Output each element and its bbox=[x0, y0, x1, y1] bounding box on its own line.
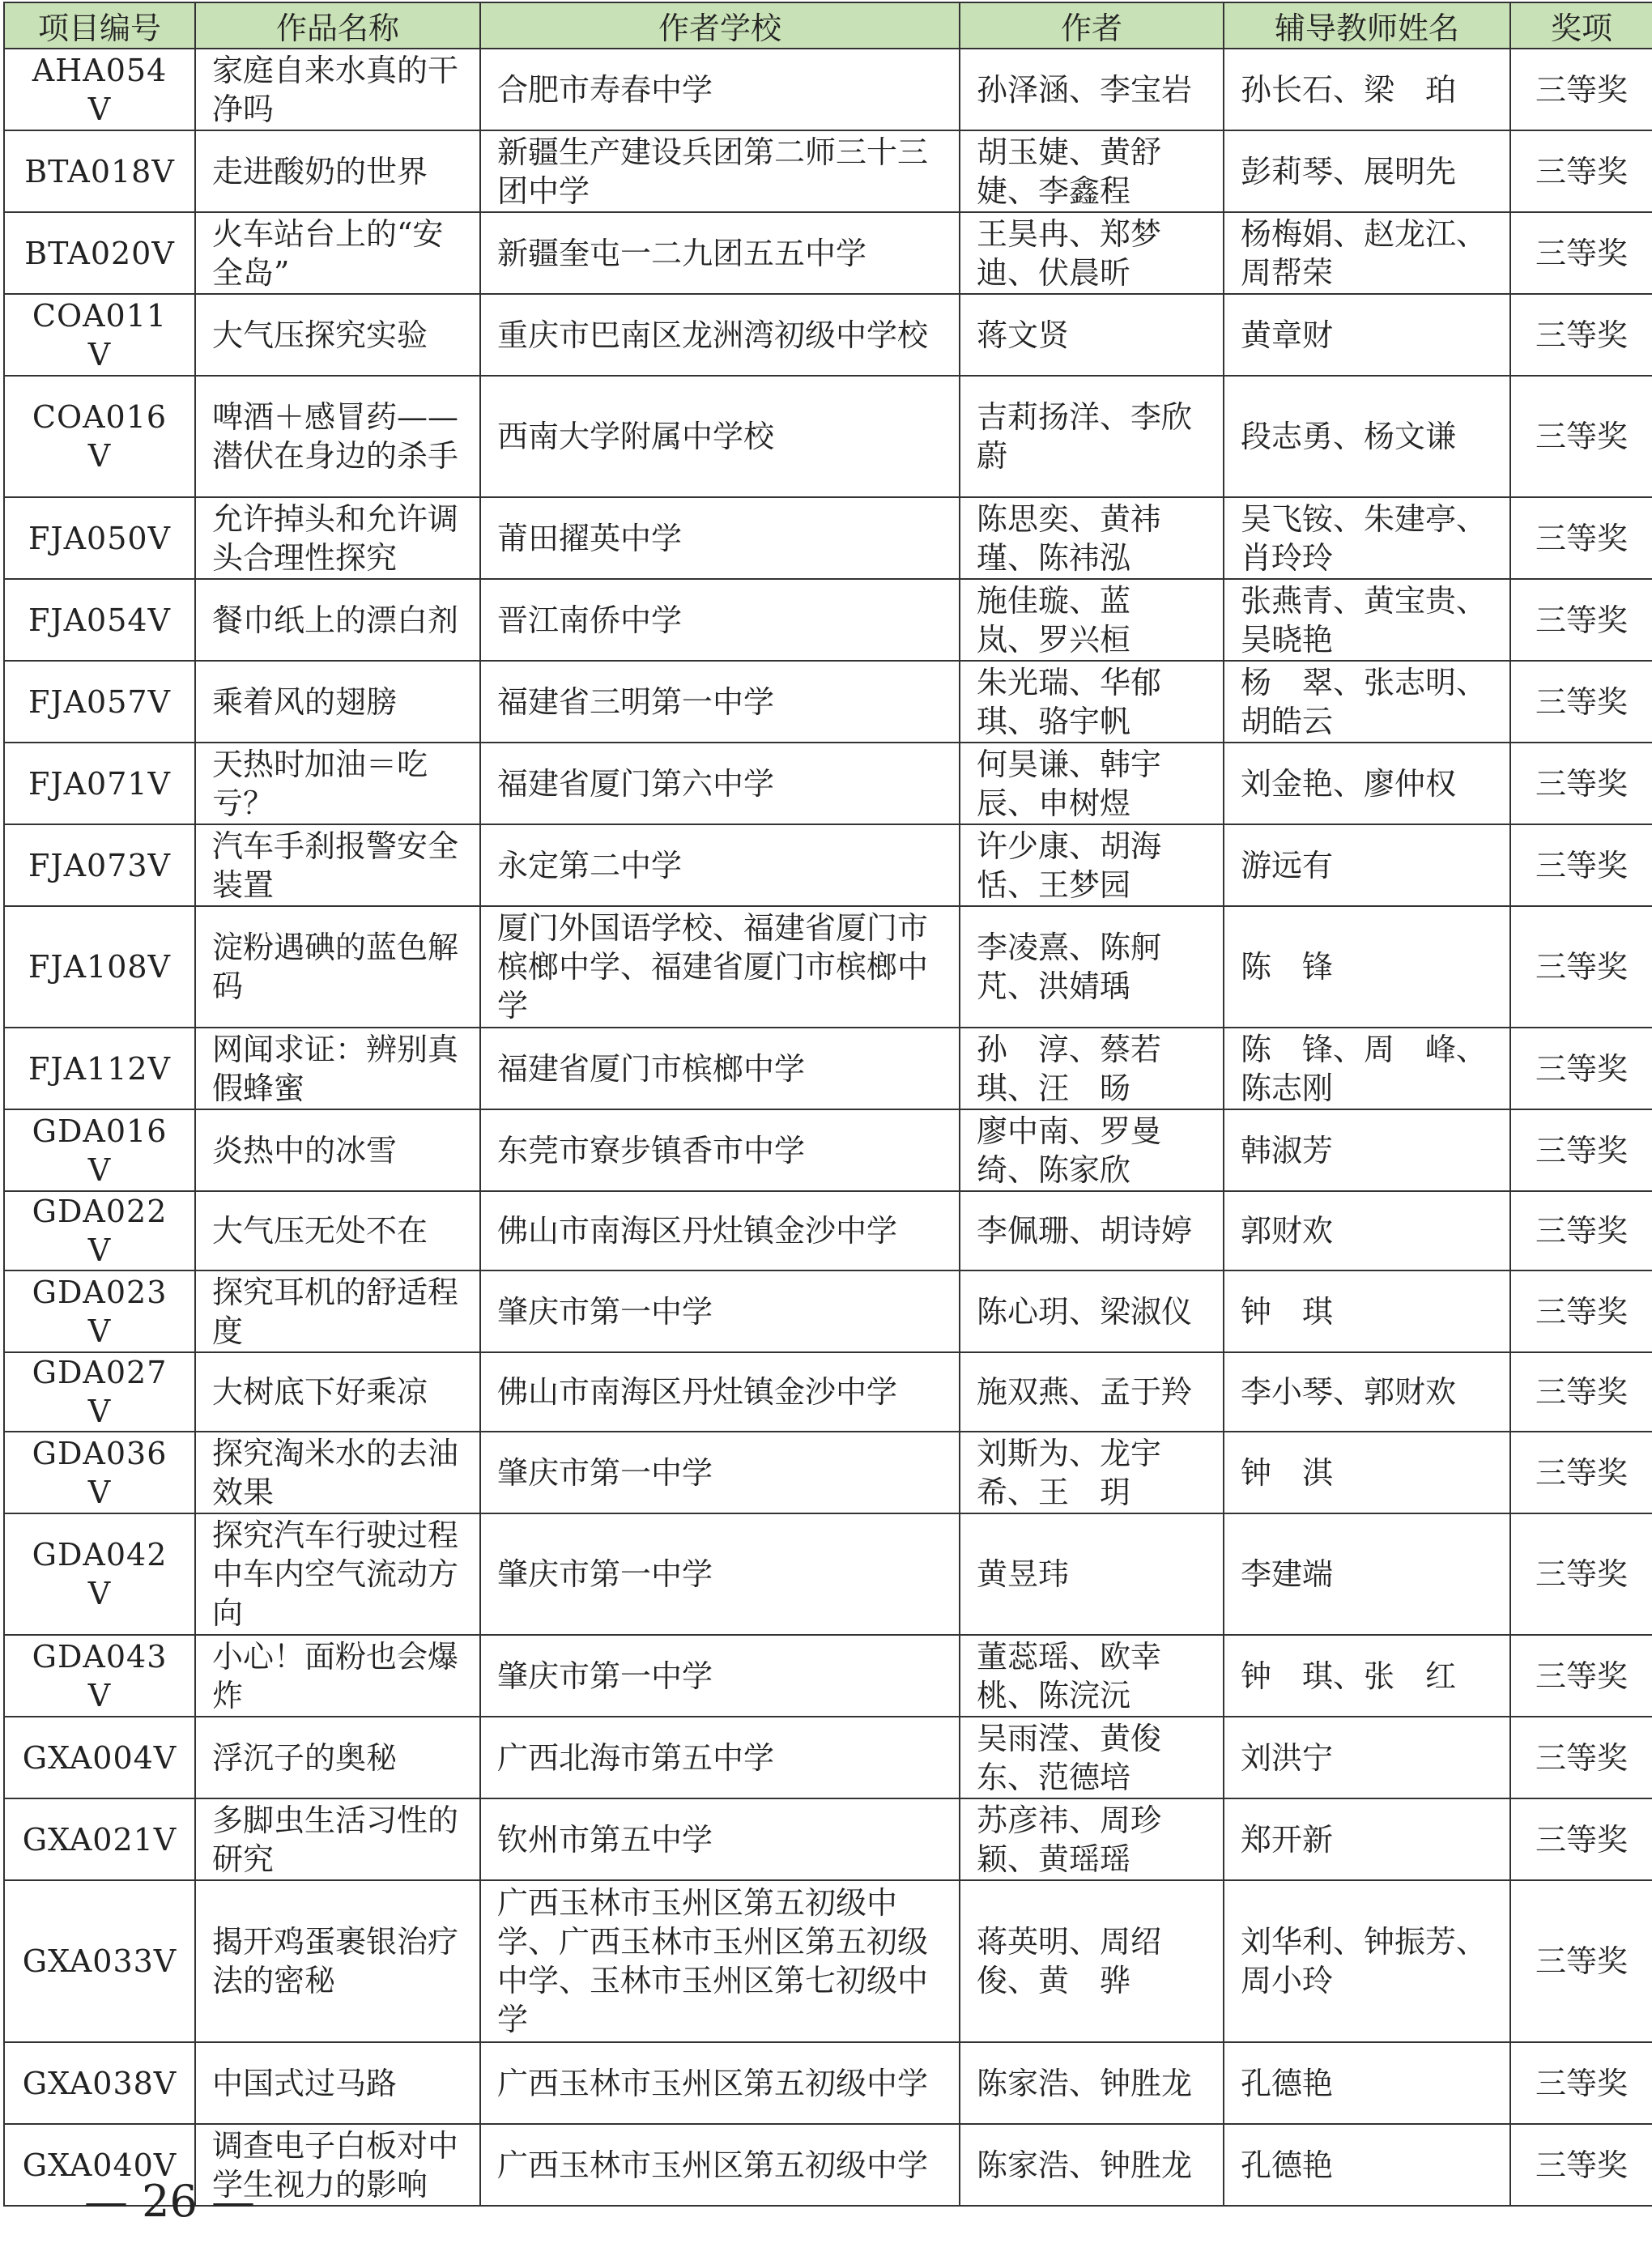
header-teachers: 辅导教师姓名 bbox=[1224, 2, 1510, 49]
cell-teachers: 彭莉琴、展明先 bbox=[1224, 130, 1510, 212]
cell-title: 淀粉遇碘的蓝色解码 bbox=[195, 906, 480, 1028]
cell-code: GDA023V bbox=[4, 1270, 195, 1352]
cell-school: 西南大学附属中学校 bbox=[480, 376, 960, 497]
cell-authors: 刘斯为、龙宇希、王 玥 bbox=[960, 1432, 1224, 1513]
cell-award: 三等奖 bbox=[1510, 824, 1652, 906]
cell-title: 探究淘米水的去油效果 bbox=[195, 1432, 480, 1513]
cell-teachers: 郭财欢 bbox=[1224, 1191, 1510, 1270]
cell-award: 三等奖 bbox=[1510, 1880, 1652, 2042]
cell-award: 三等奖 bbox=[1510, 212, 1652, 294]
table-row bbox=[4, 1513, 1652, 1635]
cell-title: 啤酒＋感冒药——潜伏在身边的杀手 bbox=[195, 376, 480, 497]
cell-title: 探究耳机的舒适程度 bbox=[195, 1270, 480, 1352]
cell-school: 厦门外国语学校、福建省厦门市槟榔中学、福建省厦门市槟榔中学 bbox=[480, 906, 960, 1028]
cell-award: 三等奖 bbox=[1510, 1109, 1652, 1191]
table-row bbox=[4, 1191, 1652, 1270]
cell-teachers: 游远有 bbox=[1224, 824, 1510, 906]
cell-teachers: 钟 琪、张 红 bbox=[1224, 1635, 1510, 1717]
cell-teachers: 孔德艳 bbox=[1224, 2124, 1510, 2206]
table-row bbox=[4, 2042, 1652, 2124]
cell-authors: 朱光瑞、华郁琪、骆宇帆 bbox=[960, 661, 1224, 743]
cell-authors: 陈心玥、梁淑仪 bbox=[960, 1270, 1224, 1352]
cell-code: GXA033V bbox=[4, 1880, 195, 2042]
cell-title: 炎热中的冰雪 bbox=[195, 1109, 480, 1191]
cell-award: 三等奖 bbox=[1510, 294, 1652, 376]
cell-title: 小心！面粉也会爆炸 bbox=[195, 1635, 480, 1717]
cell-school: 莆田擢英中学 bbox=[480, 497, 960, 579]
table-body bbox=[4, 49, 1652, 2206]
cell-authors: 苏彦祎、周珍颖、黄瑶瑶 bbox=[960, 1798, 1224, 1880]
cell-code: FJA057V bbox=[4, 661, 195, 743]
cell-teachers: 陈 锋 bbox=[1224, 906, 1510, 1028]
cell-award: 三等奖 bbox=[1510, 1717, 1652, 1798]
table-row bbox=[4, 579, 1652, 661]
table-row bbox=[4, 1717, 1652, 1798]
table-row bbox=[4, 1109, 1652, 1191]
table-row bbox=[4, 1352, 1652, 1432]
cell-award: 三等奖 bbox=[1510, 579, 1652, 661]
cell-code: GXA038V bbox=[4, 2042, 195, 2124]
cell-code: FJA050V bbox=[4, 497, 195, 579]
table-row bbox=[4, 212, 1652, 294]
table-row bbox=[4, 906, 1652, 1028]
cell-code: GDA042V bbox=[4, 1513, 195, 1635]
cell-authors: 陈思奕、黄祎瑾、陈祎泓 bbox=[960, 497, 1224, 579]
cell-title: 乘着风的翅膀 bbox=[195, 661, 480, 743]
cell-code: BTA018V bbox=[4, 130, 195, 212]
cell-school: 福建省厦门第六中学 bbox=[480, 743, 960, 824]
cell-teachers: 李小琴、郭财欢 bbox=[1224, 1352, 1510, 1432]
cell-title: 允许掉头和允许调头合理性探究 bbox=[195, 497, 480, 579]
cell-school: 新疆奎屯一二九团五五中学 bbox=[480, 212, 960, 294]
cell-title: 走进酸奶的世界 bbox=[195, 130, 480, 212]
table-row bbox=[4, 49, 1652, 130]
cell-school: 广西玉林市玉州区第五初级中学 bbox=[480, 2042, 960, 2124]
cell-teachers: 杨 翠、张志明、胡皓云 bbox=[1224, 661, 1510, 743]
cell-authors: 李佩珊、胡诗婷 bbox=[960, 1191, 1224, 1270]
cell-title: 餐巾纸上的漂白剂 bbox=[195, 579, 480, 661]
page-number: — 26 — bbox=[84, 2176, 256, 2227]
header-code: 项目编号 bbox=[4, 2, 195, 49]
cell-teachers: 孔德艳 bbox=[1224, 2042, 1510, 2124]
cell-teachers: 黄章财 bbox=[1224, 294, 1510, 376]
cell-code: GXA004V bbox=[4, 1717, 195, 1798]
cell-teachers: 郑开新 bbox=[1224, 1798, 1510, 1880]
cell-school: 广西北海市第五中学 bbox=[480, 1717, 960, 1798]
cell-award: 三等奖 bbox=[1510, 376, 1652, 497]
cell-code: GDA043V bbox=[4, 1635, 195, 1717]
awards-table bbox=[3, 2, 1652, 2207]
cell-code: FJA112V bbox=[4, 1028, 195, 1109]
cell-award: 三等奖 bbox=[1510, 1270, 1652, 1352]
cell-award: 三等奖 bbox=[1510, 1432, 1652, 1513]
cell-code: FJA108V bbox=[4, 906, 195, 1028]
cell-teachers: 段志勇、杨文谦 bbox=[1224, 376, 1510, 497]
cell-award: 三等奖 bbox=[1510, 497, 1652, 579]
cell-teachers: 韩淑芳 bbox=[1224, 1109, 1510, 1191]
cell-title: 大气压无处不在 bbox=[195, 1191, 480, 1270]
table-row bbox=[4, 1635, 1652, 1717]
table-row bbox=[4, 1270, 1652, 1352]
cell-school: 永定第二中学 bbox=[480, 824, 960, 906]
cell-school: 钦州市第五中学 bbox=[480, 1798, 960, 1880]
cell-award: 三等奖 bbox=[1510, 2042, 1652, 2124]
cell-authors: 吴雨滢、黄俊东、范德培 bbox=[960, 1717, 1224, 1798]
cell-title: 多脚虫生活习性的研究 bbox=[195, 1798, 480, 1880]
cell-teachers: 李建端 bbox=[1224, 1513, 1510, 1635]
cell-school: 肇庆市第一中学 bbox=[480, 1635, 960, 1717]
table-row bbox=[4, 1028, 1652, 1109]
table-row bbox=[4, 376, 1652, 497]
cell-authors: 蒋英明、周绍俊、黄 骅 bbox=[960, 1880, 1224, 2042]
cell-title: 天热时加油＝吃亏？ bbox=[195, 743, 480, 824]
table-row bbox=[4, 130, 1652, 212]
cell-authors: 胡玉婕、黄舒婕、李鑫程 bbox=[960, 130, 1224, 212]
cell-school: 重庆市巴南区龙洲湾初级中学校 bbox=[480, 294, 960, 376]
table-row bbox=[4, 1432, 1652, 1513]
awards-page bbox=[3, 2, 1652, 2227]
table-row bbox=[4, 824, 1652, 906]
cell-title: 揭开鸡蛋裹银治疗法的密秘 bbox=[195, 1880, 480, 2042]
cell-award: 三等奖 bbox=[1510, 1352, 1652, 1432]
table-row bbox=[4, 1880, 1652, 2042]
cell-code: GXA021V bbox=[4, 1798, 195, 1880]
cell-title: 大气压探究实验 bbox=[195, 294, 480, 376]
cell-code: COA016V bbox=[4, 376, 195, 497]
cell-title: 探究汽车行驶过程中车内空气流动方向 bbox=[195, 1513, 480, 1635]
table-row bbox=[4, 1798, 1652, 1880]
cell-school: 新疆生产建设兵团第二师三十三团中学 bbox=[480, 130, 960, 212]
cell-award: 三等奖 bbox=[1510, 661, 1652, 743]
cell-teachers: 陈 锋、周 峰、陈志刚 bbox=[1224, 1028, 1510, 1109]
cell-school: 合肥市寿春中学 bbox=[480, 49, 960, 130]
cell-authors: 许少康、胡海恬、王梦园 bbox=[960, 824, 1224, 906]
cell-code: GDA016V bbox=[4, 1109, 195, 1191]
cell-authors: 黄昱玮 bbox=[960, 1513, 1224, 1635]
table-row bbox=[4, 497, 1652, 579]
cell-award: 三等奖 bbox=[1510, 1798, 1652, 1880]
cell-award: 三等奖 bbox=[1510, 1028, 1652, 1109]
cell-school: 肇庆市第一中学 bbox=[480, 1270, 960, 1352]
cell-award: 三等奖 bbox=[1510, 49, 1652, 130]
cell-authors: 李凌熹、陈舸芃、洪婧瑀 bbox=[960, 906, 1224, 1028]
table-header-row bbox=[4, 2, 1652, 49]
cell-title: 中国式过马路 bbox=[195, 2042, 480, 2124]
cell-school: 佛山市南海区丹灶镇金沙中学 bbox=[480, 1191, 960, 1270]
cell-teachers: 张燕青、黄宝贵、吴晓艳 bbox=[1224, 579, 1510, 661]
cell-authors: 廖中南、罗曼绮、陈家欣 bbox=[960, 1109, 1224, 1191]
header-school: 作者学校 bbox=[480, 2, 960, 49]
cell-school: 肇庆市第一中学 bbox=[480, 1513, 960, 1635]
cell-code: COA011V bbox=[4, 294, 195, 376]
cell-code: FJA054V bbox=[4, 579, 195, 661]
cell-award: 三等奖 bbox=[1510, 743, 1652, 824]
cell-award: 三等奖 bbox=[1510, 2124, 1652, 2206]
cell-school: 肇庆市第一中学 bbox=[480, 1432, 960, 1513]
header-authors: 作者 bbox=[960, 2, 1224, 49]
header-title: 作品名称 bbox=[195, 2, 480, 49]
cell-school: 福建省厦门市槟榔中学 bbox=[480, 1028, 960, 1109]
cell-school: 广西玉林市玉州区第五初级中学 bbox=[480, 2124, 960, 2206]
cell-award: 三等奖 bbox=[1510, 130, 1652, 212]
cell-award: 三等奖 bbox=[1510, 1635, 1652, 1717]
cell-title: 汽车手刹报警安全装置 bbox=[195, 824, 480, 906]
cell-teachers: 刘华利、钟振芳、周小玲 bbox=[1224, 1880, 1510, 2042]
cell-authors: 董蕊瑶、欧幸桃、陈浣沅 bbox=[960, 1635, 1224, 1717]
cell-code: GDA027V bbox=[4, 1352, 195, 1432]
cell-authors: 陈家浩、钟胜龙 bbox=[960, 2124, 1224, 2206]
cell-award: 三等奖 bbox=[1510, 1191, 1652, 1270]
header-award: 奖项 bbox=[1510, 2, 1652, 49]
cell-teachers: 钟 琪 bbox=[1224, 1270, 1510, 1352]
cell-school: 广西玉林市玉州区第五初级中学、广西玉林市玉州区第五初级中学、玉林市玉州区第七初级中学 bbox=[480, 1880, 960, 2042]
cell-teachers: 刘金艳、廖仲权 bbox=[1224, 743, 1510, 824]
cell-authors: 施双燕、孟于羚 bbox=[960, 1352, 1224, 1432]
cell-title: 家庭自来水真的干净吗 bbox=[195, 49, 480, 130]
cell-authors: 吉莉扬洋、李欣蔚 bbox=[960, 376, 1224, 497]
cell-title: 调查电子白板对中学生视力的影响 bbox=[195, 2124, 480, 2206]
cell-code: FJA071V bbox=[4, 743, 195, 824]
cell-award: 三等奖 bbox=[1510, 906, 1652, 1028]
cell-title: 火车站台上的“安全岛” bbox=[195, 212, 480, 294]
cell-code: GDA022V bbox=[4, 1191, 195, 1270]
cell-code: GXA040V bbox=[4, 2124, 195, 2206]
cell-code: AHA054V bbox=[4, 49, 195, 130]
cell-authors: 陈家浩、钟胜龙 bbox=[960, 2042, 1224, 2124]
table-row bbox=[4, 743, 1652, 824]
cell-teachers: 吴飞铵、朱建亭、肖玲玲 bbox=[1224, 497, 1510, 579]
cell-teachers: 钟 淇 bbox=[1224, 1432, 1510, 1513]
table-row bbox=[4, 661, 1652, 743]
table-row bbox=[4, 294, 1652, 376]
cell-teachers: 孙长石、梁 珀 bbox=[1224, 49, 1510, 130]
cell-teachers: 刘洪宁 bbox=[1224, 1717, 1510, 1798]
cell-authors: 蒋文贤 bbox=[960, 294, 1224, 376]
cell-code: GDA036V bbox=[4, 1432, 195, 1513]
cell-title: 浮沉子的奥秘 bbox=[195, 1717, 480, 1798]
cell-school: 福建省三明第一中学 bbox=[480, 661, 960, 743]
cell-title: 网闻求证：辨别真假蜂蜜 bbox=[195, 1028, 480, 1109]
cell-authors: 施佳璇、蓝 岚、罗兴桓 bbox=[960, 579, 1224, 661]
cell-authors: 何昊谦、韩宇辰、申树煜 bbox=[960, 743, 1224, 824]
cell-authors: 王昊冉、郑梦迪、伏晨昕 bbox=[960, 212, 1224, 294]
cell-school: 东莞市寮步镇香市中学 bbox=[480, 1109, 960, 1191]
cell-title: 大树底下好乘凉 bbox=[195, 1352, 480, 1432]
cell-award: 三等奖 bbox=[1510, 1513, 1652, 1635]
cell-authors: 孙 淳、蔡若琪、汪 旸 bbox=[960, 1028, 1224, 1109]
cell-code: FJA073V bbox=[4, 824, 195, 906]
cell-authors: 孙泽涵、李宝岩 bbox=[960, 49, 1224, 130]
cell-teachers: 杨梅娟、赵龙江、周帮荣 bbox=[1224, 212, 1510, 294]
cell-school: 佛山市南海区丹灶镇金沙中学 bbox=[480, 1352, 960, 1432]
cell-code: BTA020V bbox=[4, 212, 195, 294]
cell-school: 晋江南侨中学 bbox=[480, 579, 960, 661]
